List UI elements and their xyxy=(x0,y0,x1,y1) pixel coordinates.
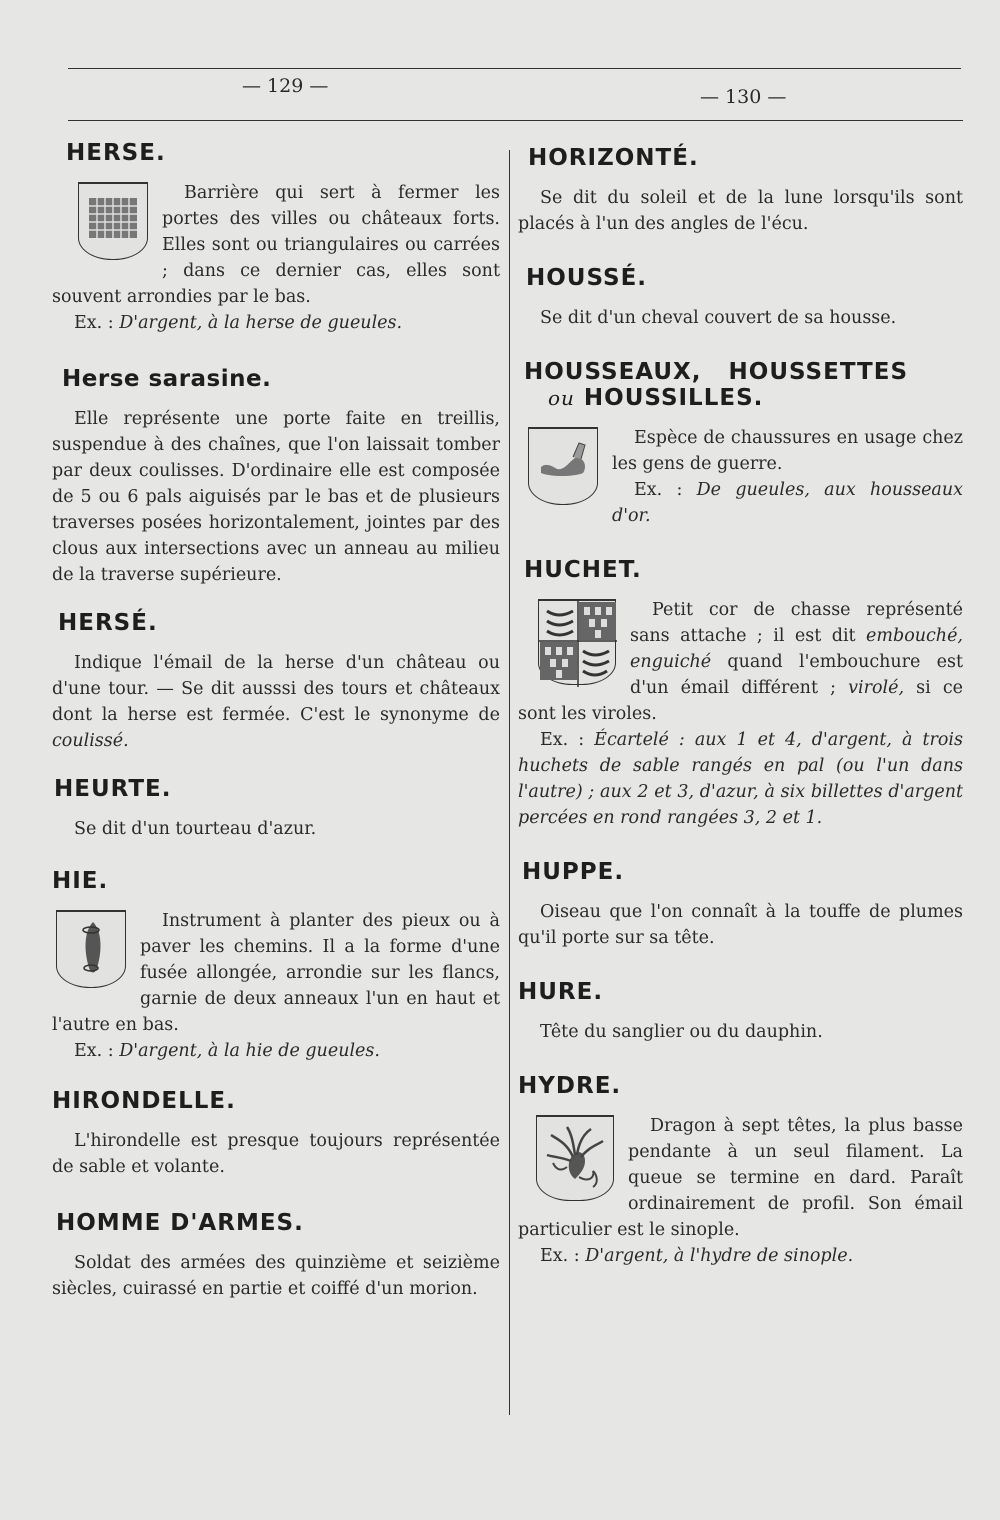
header-rule xyxy=(68,120,963,121)
entry-huppe xyxy=(518,859,963,951)
entry-title: HURE. xyxy=(518,979,604,1005)
entry-hie xyxy=(52,868,500,1064)
page-number-left: — 129 — xyxy=(242,75,329,97)
entry-text: Barrière qui sert à fermer les portes des villes ou châteaux forts. Elles sont ou triangulaires ou carrées ; dans ce dernier cas, elles sont souvent arrondies par le bas. xyxy=(52,183,500,307)
example-label: Ex. : xyxy=(540,1246,586,1266)
entry-title: HIE. xyxy=(52,868,109,894)
entry-housseaux xyxy=(518,359,963,529)
entry-text: Se dit d'un cheval couvert de sa housse. xyxy=(540,308,897,328)
entry-text: Elle représente une porte faite en treillis, suspendue à des chaînes, que l'on laissait tomber par deux coulisses. D'ordinaire elle est composée de 5 ou 6 pals aiguisés par le bas et de plusieurs traverses posées horizontalement, jointes par des clous aux intersections avec un anneau au milieu de la traverse supérieure. xyxy=(52,409,500,585)
entry-text: Dragon à sept têtes, la plus basse pendante à un seul filament. La queue se termine en dard. Paraît ordinairement de profil. Son émail particulier est le sinople. xyxy=(518,1116,963,1240)
entry-title: HOUSSÉ. xyxy=(526,265,648,291)
example-text: Écartelé : aux 1 et 4, d'argent, à trois huchets de sable rangés en pal (ou l'un dans l'autre) ; aux 2 et 3, d'azur, à six billettes d'argent percées en rond rangées 3, 2 et 1. xyxy=(518,730,963,828)
example-label: Ex. : xyxy=(634,480,697,500)
column-divider xyxy=(509,150,510,1415)
entry-text: Se dit du soleil et de la lune lorsqu'ils sont placés à l'un des angles de l'écu. xyxy=(518,188,963,234)
entry-herse xyxy=(52,140,500,336)
page-number-right: — 130 — xyxy=(700,86,787,108)
entry-title-ou: ou xyxy=(548,386,575,410)
entry-horizonte xyxy=(518,145,963,237)
example-text: D'argent, à l'hydre de sinople. xyxy=(585,1246,854,1266)
entry-example xyxy=(52,1038,500,1064)
entry-text-c: si ce sont les viroles. xyxy=(518,678,963,724)
entry-text: Soldat des armées des quinzième et seizième siècles, cuirassé en partie et coiffé d'un morion. xyxy=(52,1253,500,1299)
entry-title-a: HOUSSEAUX, HOUSSETTES xyxy=(524,359,909,385)
example-label: Ex. : xyxy=(74,313,120,333)
entry-text: L'hirondelle est presque toujours représentée de sable et volante. xyxy=(52,1131,500,1177)
entry-title: HERSÉ. xyxy=(58,610,158,636)
entry-title: HERSE. xyxy=(66,140,166,166)
entry-text: Se dit d'un tourteau d'azur. xyxy=(74,819,317,839)
entry-text: Tête du sanglier ou du dauphin. xyxy=(540,1022,823,1042)
entry-text-italic-a: embouché, enguiché xyxy=(630,626,963,672)
example-text: D'argent, à la herse de gueules. xyxy=(119,313,403,333)
entry-title: HEURTE. xyxy=(54,776,172,802)
entry-text-italic: coulissé. xyxy=(52,731,129,751)
example-label: Ex. : xyxy=(74,1041,120,1061)
entry-heurte xyxy=(52,776,500,842)
huchet-shield-icon xyxy=(538,599,616,685)
entry-title: HUCHET. xyxy=(524,557,642,583)
entry-hydre xyxy=(518,1073,963,1269)
entry-title: Herse sarasine. xyxy=(62,366,272,392)
entry-text-italic-b: virolé, xyxy=(848,678,905,698)
entry-title: HOMME D'ARMES. xyxy=(56,1210,304,1236)
example-label: Ex. : xyxy=(540,730,595,750)
entry-title: HIRONDELLE. xyxy=(52,1088,236,1114)
entry-title: HYDRE. xyxy=(518,1073,622,1099)
top-rule xyxy=(68,68,961,69)
entry-huchet xyxy=(518,557,963,831)
entry-herse-accent xyxy=(52,610,500,754)
right-column xyxy=(518,145,963,1269)
example-text: De gueules, aux housseaux d'or. xyxy=(612,480,963,526)
housseaux-shield-icon xyxy=(528,427,598,505)
entry-title-b: HOUSSILLES. xyxy=(574,385,764,411)
left-column xyxy=(52,140,500,1302)
entry-example xyxy=(518,727,963,831)
hie-shield-icon xyxy=(56,910,126,988)
entry-example xyxy=(518,1243,963,1269)
entry-hure xyxy=(518,979,963,1045)
entry-text xyxy=(52,650,500,754)
entry-text-main: Indique l'émail de la herse d'un château ou d'une tour. — Se dit ausssi des tours et châteaux dont la herse est fermée. C'est le synonyme de xyxy=(52,653,500,725)
entry-hirondelle xyxy=(52,1088,500,1180)
entry-title: HORIZONTÉ. xyxy=(528,145,699,171)
entry-text: Espèce de chaussures en usage chez les gens de guerre. xyxy=(612,428,963,474)
entry-housse xyxy=(518,265,963,331)
entry-example xyxy=(52,310,500,336)
entry-text: Instrument à planter des pieux ou à paver les chemins. Il a la forme d'une fusée allongée, arrondie sur les flancs, garnie de deux anneaux l'un en haut et l'autre en bas. xyxy=(52,911,500,1035)
entry-title xyxy=(524,359,963,411)
entry-text-b: quand l'embouchure est d'un émail différent ; xyxy=(630,652,963,698)
hydre-shield-icon xyxy=(536,1115,614,1201)
entry-herse-sarasine xyxy=(52,366,500,588)
entry-text: Oiseau que l'on connaît à la touffe de plumes qu'il porte sur sa tête. xyxy=(518,902,963,948)
entry-title: HUPPE. xyxy=(522,859,625,885)
entry-text-a: Petit cor de chasse représenté sans attache ; il est dit xyxy=(630,600,963,646)
herse-shield-icon xyxy=(78,182,148,260)
entry-homme-darmes xyxy=(52,1210,500,1302)
example-text: D'argent, à la hie de gueules. xyxy=(119,1041,380,1061)
